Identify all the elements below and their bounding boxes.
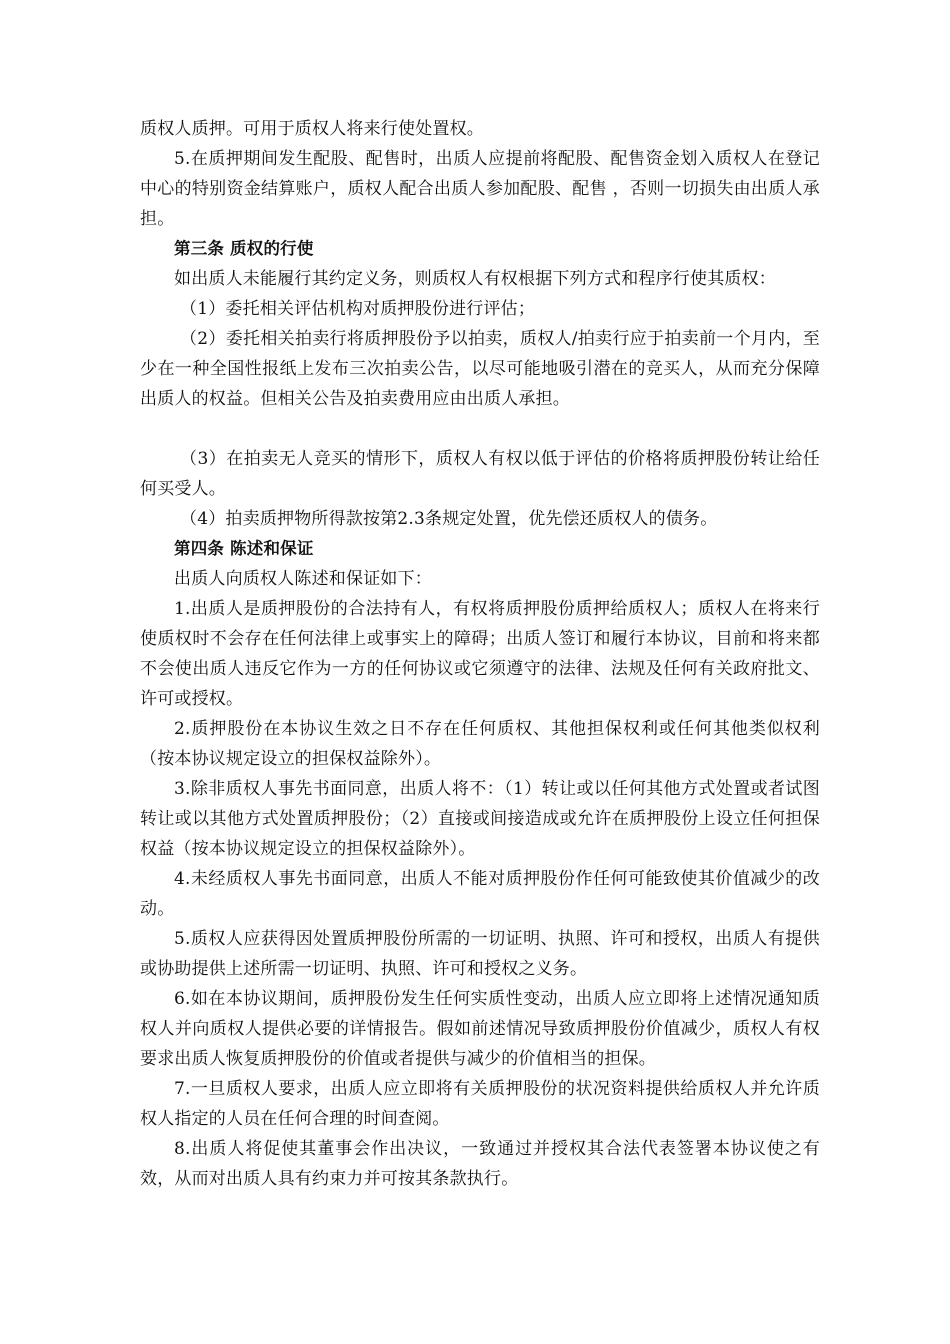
paragraph: 3.除非质权人事先书面同意，出质人将不：（1）转让或以任何其他方式处置或者试图转让或以其他方式处置质押股份；（2）直接或间接造成或允许在质押股份上设立任何担保权益（按本协议规定设立的担保权益除外）。	[140, 779, 820, 859]
list-item: （1）委托相关评估机构对质押股份进行评估；	[180, 299, 536, 319]
paragraph: 6.如在本协议期间，质押股份发生任何实质性变动，出质人应立即将上述情况通知质权人并向质权人提供必要的详情报告。假如前述情况导致质押股份价值减少，质权人有权要求出质人恢复质押股份的价值或者提供与减少的价值相当的担保。	[140, 989, 820, 1069]
blank-line	[140, 414, 820, 444]
list-item: （2）委托相关拍卖行将质押股份予以拍卖，质权人/拍卖行应于拍卖前一个月内，至少在一种全国性报纸上发布三次拍卖公告，以尽可能地吸引潜在的竞买人，从而充分保障出质人的权益。但相关公告及拍卖费用应由出质人承担。	[140, 329, 820, 409]
section-heading: 第三条 质权的行使	[174, 239, 314, 258]
paragraph: 出质人向质权人陈述和保证如下：	[174, 569, 432, 589]
list-item: （3）在拍卖无人竞买的情形下，质权人有权以低于评估的价格将质押股份转让给任何买受人。	[140, 449, 820, 499]
paragraph: 2.质押股份在本协议生效之日不存在任何质权、其他担保权利或任何其他类似权利（按本协议规定设立的担保权益除外）。	[140, 719, 820, 769]
list-item: （4）拍卖质押物所得款按第2.3条规定处置，优先偿还质权人的债务。	[180, 509, 718, 529]
paragraph: 7.一旦质权人要求，出质人应立即将有关质押股份的状况资料提供给质权人并允许质权人指定的人员在任何合理的时间查阅。	[140, 1079, 820, 1129]
paragraph: 如出质人未能履行其约定义务，则质权人有权根据下列方式和程序行使其质权：	[174, 269, 776, 289]
document-body	[140, 114, 820, 1194]
paragraph: 5.在质押期间发生配股、配售时，出质人应提前将配股、配售资金划入质权人在登记中心的特别资金结算账户，质权人配合出质人参加配股、配售 ，否则一切损失由出质人承担。	[140, 149, 820, 229]
paragraph: 5.质权人应获得因处置质押股份所需的一切证明、执照、许可和授权，出质人有提供或协助提供上述所需一切证明、执照、许可和授权之义务。	[140, 929, 820, 979]
paragraph: 8.出质人将促使其董事会作出决议，一致通过并授权其合法代表签署本协议使之有效，从而对出质人具有约束力并可按其条款执行。	[140, 1139, 820, 1189]
paragraph: 4.未经质权人事先书面同意，出质人不能对质押股份作任何可能致使其价值减少的改动。	[140, 869, 820, 919]
paragraph: 质权人质押。可用于质权人将来行使处置权。	[140, 119, 484, 139]
section-heading: 第四条 陈述和保证	[174, 539, 314, 558]
paragraph: 1.出质人是质押股份的合法持有人，有权将质押股份质押给质权人；质权人在将来行使质权时不会存在任何法律上或事实上的障碍；出质人签订和履行本协议，目前和将来都不会使出质人违反它作为一方的任何协议或它须遵守的法律、法规及任何有关政府批文、许可或授权。	[140, 599, 820, 709]
